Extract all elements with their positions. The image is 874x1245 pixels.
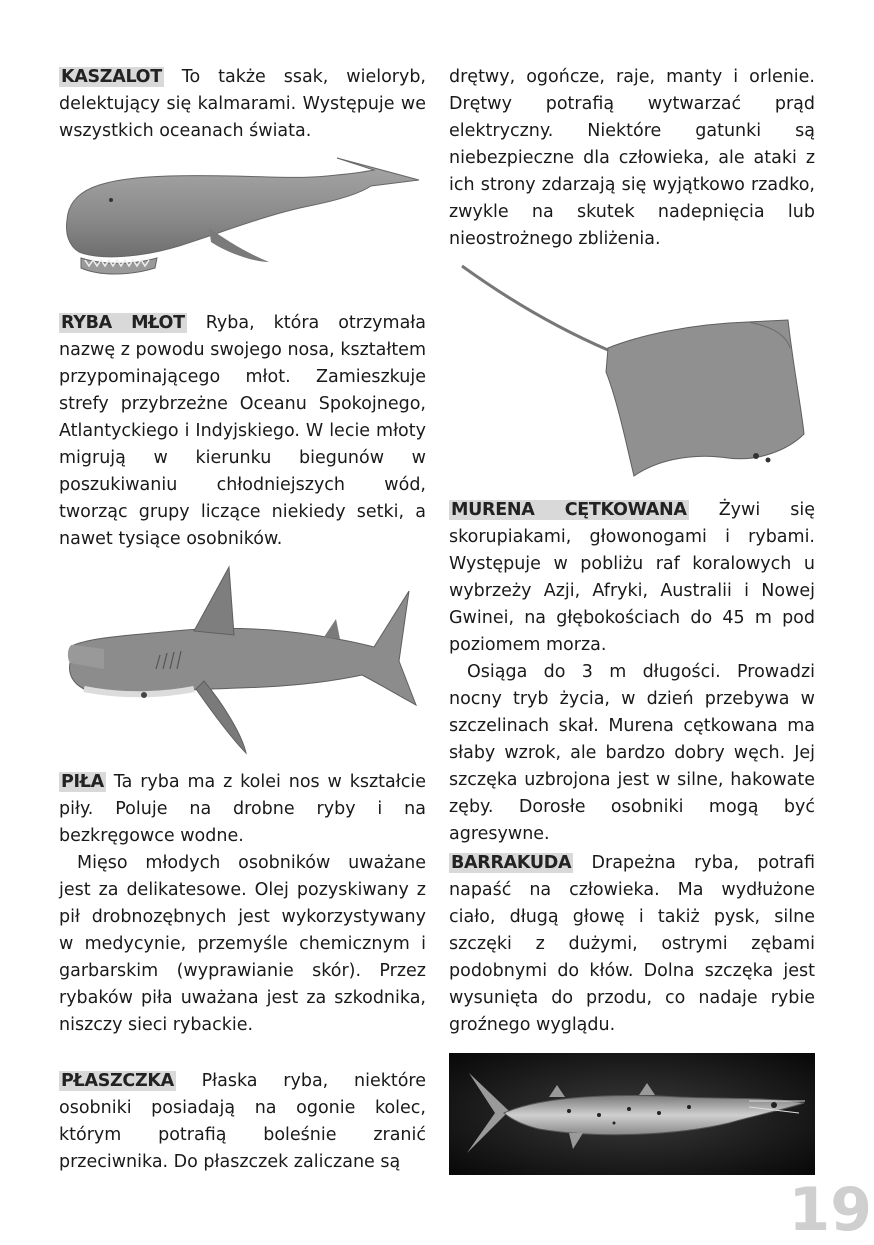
kaszalot-heading: KASZALOT (61, 67, 162, 87)
hammerhead-shark-image (64, 565, 424, 755)
murena-text-2: Osiąga do 3 m długości. Prowadzi nocny tryb życia, w dzień przebywa w szczelinach skał. Murena cętkowana ma słaby wzrok, ale bardzo dobry węch. Jej szczęka uzbrojona jest w silne, hakowate zęby. Dorosłe osobniki mogą być agresywne. (449, 662, 815, 844)
barracuda-image (449, 1053, 815, 1175)
plaszczka-heading: PŁASZCZKA (61, 1071, 174, 1091)
pila-text-2: Mięso młodych osobników uważane jest za delikatesowe. Olej pozyskiwany z pił drobnozębnych jest wykorzystywany w medycynie, przemyśle chemicznym i garbarskim (wyprawianie skór). Przez rybaków piła uważana jest za szkodnika, niszczy sieci rybackie. (59, 853, 426, 1035)
ryba-mlot-heading: RYBA MŁOT (61, 313, 185, 333)
barrakuda-heading: BARRAKUDA (451, 853, 572, 873)
kaszalot-section (59, 64, 426, 145)
plaszczka-text: Płaska ryba, niektóre osobniki posiadają na ogonie kolec, którym potrafią boleśnie zranić przeciwnika. Do płaszczek zaliczane są (59, 1071, 426, 1172)
pila-heading: PIŁA (61, 772, 104, 792)
barrakuda-text: Drapeżna ryba, potrafi napaść na człowieka. Ma wydłużone ciało, długą głowę i takiż pysk, silne szczęki z dużymi, ostrymi zębami podobnymi do kłów. Dolna szczęka jest wysunięta do przodu, co nadaje rybie groźnego wyglądu. (449, 853, 815, 1035)
page-number: 19 (788, 1175, 872, 1245)
ryba-mlot-section (59, 310, 426, 553)
barrakuda-section (449, 850, 815, 1039)
murena-section (449, 497, 815, 848)
stingray-image (458, 262, 808, 478)
plaszczka-section (59, 1068, 426, 1176)
plaszczka-text-continued: drętwy, ogończe, raje, manty i orlenie. Drętwy potrafią wytwarzać prąd elektryczny. Niektóre gatunki są niebezpieczne dla człowieka, ale ataki z ich strony zdarzają się wyjątkowo rzadko, zwykle na skutek nadepnięcia lub nieostrożnego zbliżenia. (449, 67, 815, 249)
pila-section (59, 769, 426, 1039)
kaszalot-text: To także ssak, wieloryb, delektujący się kalmarami. Występuje we wszystkich oceanach świata. (59, 67, 426, 141)
plaszczka-continued (449, 64, 815, 253)
ryba-mlot-text: Ryba, która otrzymała nazwę z powodu swojego nosa, kształtem przypominającego młot. Zamieszkuje strefy przybrzeżne Oceanu Spokojnego, Atlantyckiego i Indyjskiego. W lecie młoty migrują w kierunku biegunów w poszukiwaniu chłodniejszych wód, tworząc grupy liczące niekiedy setki, a nawet tysiące osobników. (59, 313, 426, 549)
sperm-whale-image (59, 150, 429, 290)
pila-text: Ta ryba ma z kolei nos w kształcie piły. Poluje na drobne ryby i na bezkręgowce wodne. (59, 772, 426, 846)
murena-heading: MURENA CĘTKOWANA (451, 500, 687, 520)
murena-text: Żywi się skorupiakami, głowonogami i rybami. Występuje w pobliżu raf koralowych u wybrzeży Azji, Afryki, Australii i Nowej Gwinei, na głębokościach do 45 m pod poziomem morza. (449, 500, 815, 655)
